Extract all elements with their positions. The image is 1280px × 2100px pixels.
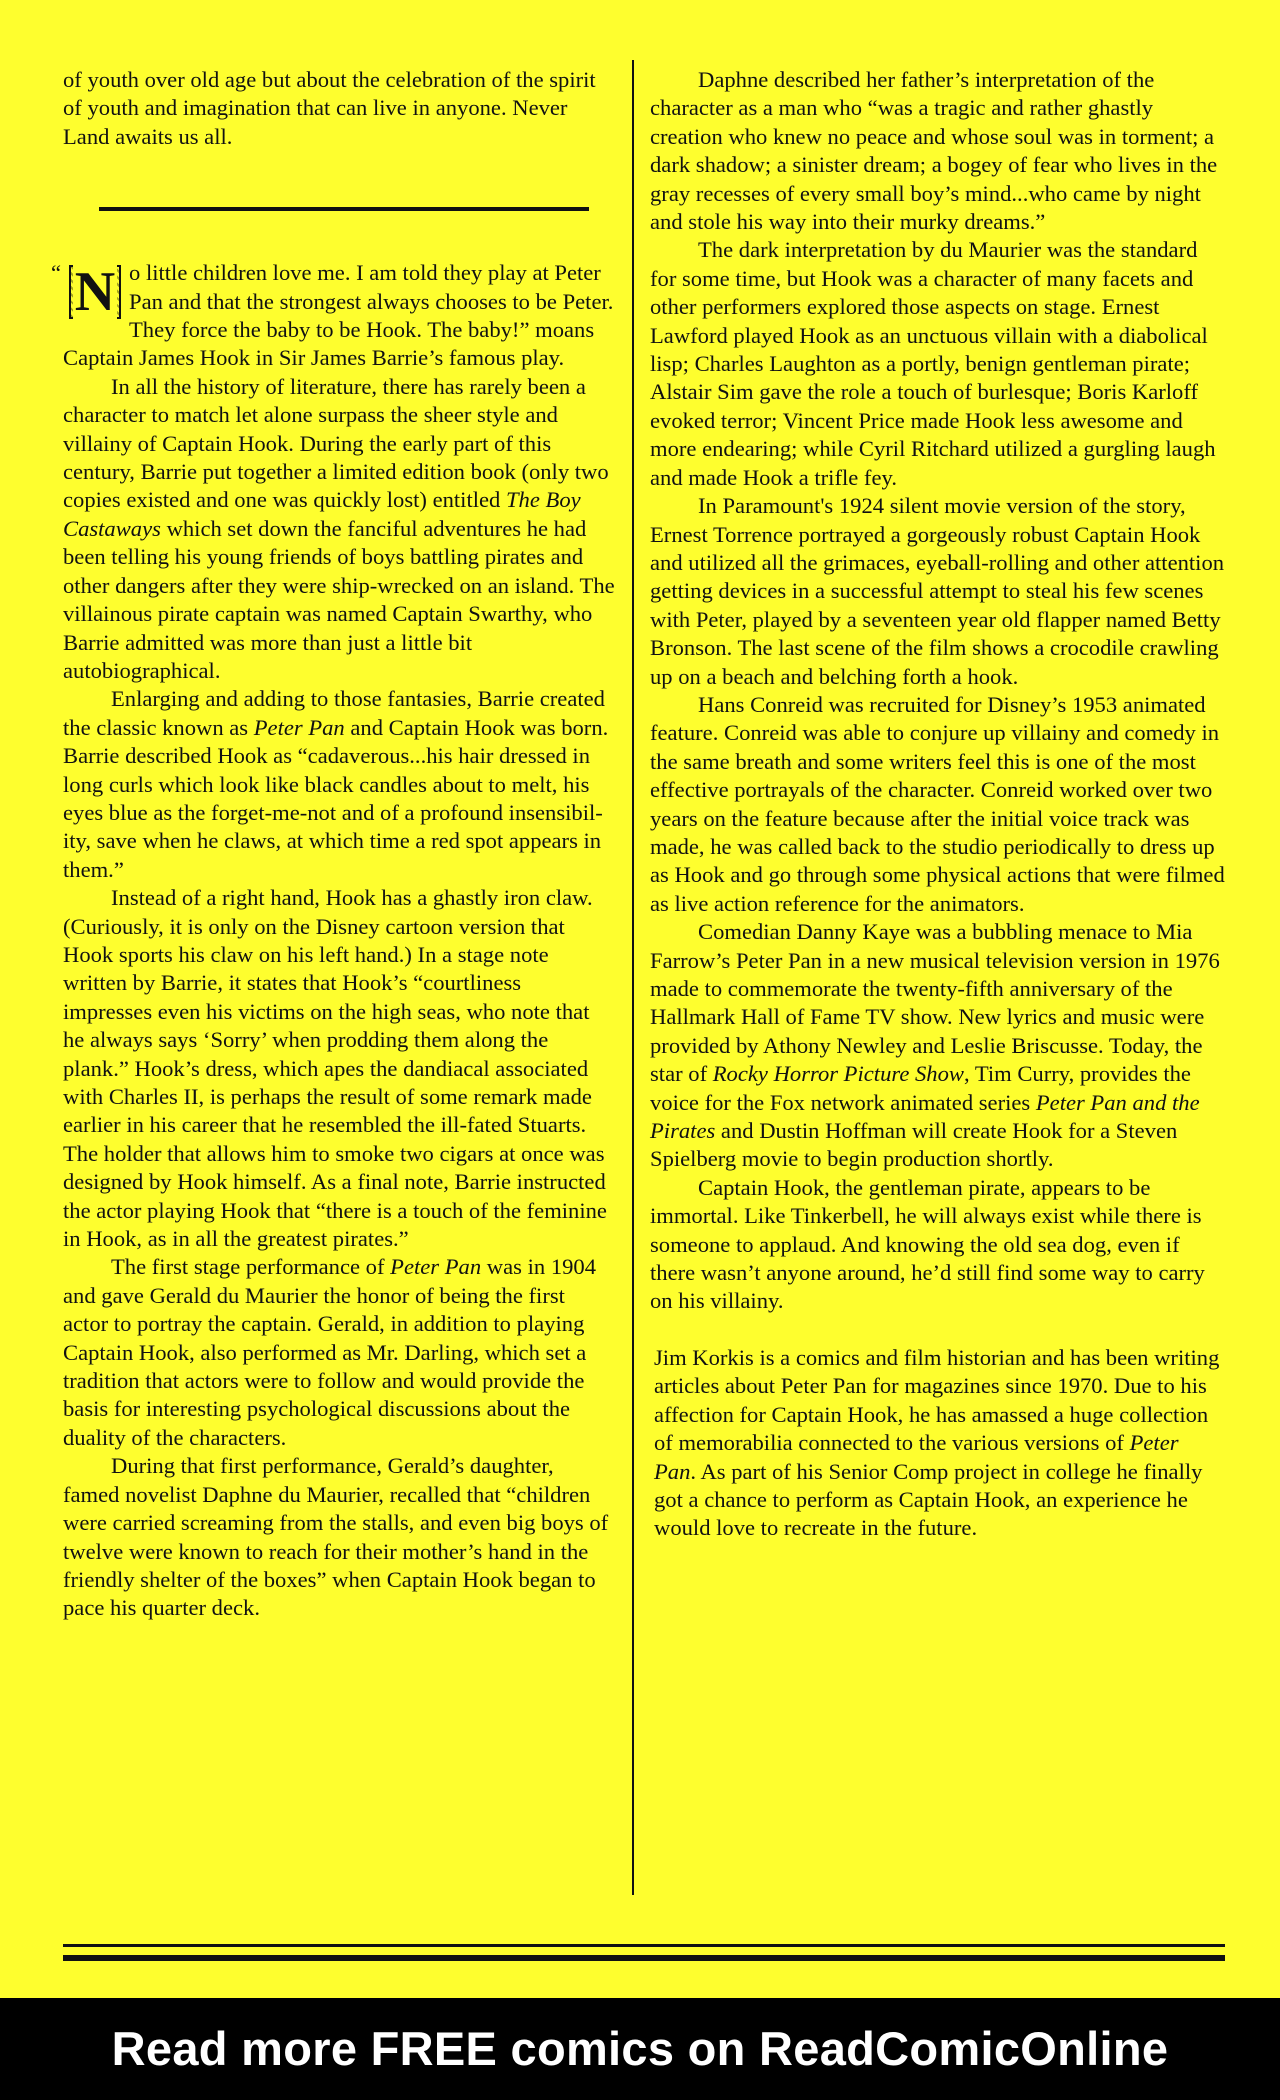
- book-title: Peter Pan: [253, 714, 345, 740]
- show-title: Peter Pan and the Pirates: [650, 1089, 1200, 1144]
- bottom-rule-thin: [63, 1944, 1225, 1947]
- author-bio: [650, 1344, 1225, 1543]
- text-span: The first stage performance of: [111, 1254, 391, 1280]
- paragraph-history: [63, 373, 615, 685]
- paragraph-conreid: Hans Conreid was recruited for Disney’s 1953 animated feature. Conreid was able to conjure up villainy and comedy in the same breath and some writers feel this is one of the most effective portrayals of the character. Conreid worked over two years on the feature because after the initial voice track was made, he was called back to the studio periodically to dress up as Hook and go through some physical actions that were filmed as live action reference for the animators.: [650, 691, 1225, 916]
- drop-cap-letter: N: [74, 261, 116, 324]
- drop-cap-ornament: [69, 261, 121, 324]
- text-span: Enlarging and adding to those fantasies, Barrie created the classic known as: [63, 686, 605, 740]
- text-span: and Dustin Hoffman will create Hook for a Steven Spielberg movie to begin production shortly.: [650, 1118, 1178, 1172]
- section-divider: [99, 207, 589, 211]
- intro-paragraph: of youth over old age but about the celebration of the spirit of youth and imagination that can live in anyone. Never Land awaits us all.: [63, 67, 596, 149]
- paragraph-creation: [63, 685, 615, 884]
- book-title: Peter Pan: [654, 1430, 1179, 1484]
- promo-banner[interactable]: [0, 1998, 1280, 2100]
- opening-text: o little children love me. I am told they play at Peter Pan and that the strongest always chooses to be Peter. They force the baby to be Hook. The baby!” moans Captain James Hook in Sir James Barrie’s famous play.: [63, 260, 614, 371]
- text-span: In all the history of literature, there has rarely been a character to match let alone surpass the sheer style and villainy of Captain Hook. During the early part of this century, Barrie put together a limited edition book (only two copies existed and one was quickly lost) entitled: [63, 373, 609, 513]
- opening-paragraph: [51, 259, 615, 373]
- paragraph-iron-claw: Instead of a right hand, Hook has a ghastly iron claw. (Curiously, it is only on the Disney cartoon version that Hook sports his claw on his left hand.) In a stage note written by Barrie, it states that Hook’s “courtliness impresses even his victims on the high seas, who note that he always says ‘Sorry’ when prodding them along the plank.” Hook’s dress, which apes the dandiacal associated with Charles II, is perhaps the result of some remark made earlier in his career that he resembled the ill-fated Stuarts. The holder that allows him to smoke two cigars at once was designed by Hook himself. As a final note, Barrie instructed the actor playing Hook that “there is a touch of the feminine in Hook, as in all the greatest pirates.”: [63, 885, 607, 1252]
- right-column: [650, 66, 1225, 1543]
- paragraph-paramount: In Paramount's 1924 silent movie version of the story, Ernest Torrence portrayed a gorgeously robust Captain Hook and utilized all the grimaces, eyeball-rolling and other attention getting devices in a successful attempt to steal his few scenes with Peter, played by a seventeen year old flapper named Betty Bronson. The last scene of the film shows a crocodile crawling up on a beach and belching forth a hook.: [650, 493, 1225, 689]
- text-span: , Tim Curry, provides the voice for the Fox network animated series: [650, 1061, 1191, 1115]
- paragraph-first-stage: [63, 1253, 615, 1452]
- text-span: was in 1904 and gave Gerald du Maurier the honor of being the first actor to portray the captain. Gerald, in addition to playing Captain Hook, also performed as Mr. Darling, which set a tradition that actors were to follow and would provide the basis for interesting psychological discussions about the duality of the characters.: [63, 1254, 597, 1450]
- book-title: The Boy Castaways: [63, 487, 581, 541]
- text-span: . As part of his Senior Comp project in college he finally got a chance to perform as Captain Hook, an experience he would love to recreate in the future.: [654, 1458, 1203, 1541]
- paragraph-first-performance: During that first performance, Gerald’s daughter, famed novelist Daphne du Maurier, recalled that “children were carried screaming from the stalls, and even big boys of twelve were known to reach for their mother’s hand in the friendly shelter of the boxes” when Captain Hook began to pace his quarter deck.: [63, 1453, 609, 1621]
- text-span: Jim Korkis is a comics and film historian and has been writing articles about Peter Pan for magazines since 1970. Due to his affection for Captain Hook, he has amassed a huge collection of memorabilia connected to the various versions of: [654, 1344, 1220, 1456]
- paragraph-interpretations: The dark interpretation by du Maurier was the standard for some time, but Hook was a character of many facets and other performers explored those aspects on stage. Ernest Lawford played Hook as an unctuous villain with a diabolical lisp; Charles Laughton as a portly, benign gentleman pirate; Alstair Sim gave the role a touch of burlesque; Boris Karloff evoked terror; Vincent Price made Hook less awesome and more endearing; while Cyril Ritchard utilized a gurgling laugh and made Hook a trifle fey.: [650, 237, 1216, 490]
- text-span: which set down the fanciful adventures he had been telling his young friends of boys battling pirates and other dangers after they were ship-wrecked on an island. The villainous pirate captain was named Captain Swarthy, who Barrie admitted was more than just a little bit autobiographical.: [63, 515, 615, 683]
- bottom-rule-thick: [63, 1955, 1225, 1961]
- opening-quote-mark: “: [51, 260, 62, 286]
- book-title: Peter Pan: [390, 1254, 482, 1280]
- paragraph-daphne: Daphne described her father’s interpretation of the character as a man who “was a tragic and rather ghastly creation who knew no peace and whose soul was in torment; a dark shadow; a sinister dream; a bogey of fear who lives in the gray recesses of every small boy’s mind...who came by night and stole his way into their murky dreams.”: [650, 67, 1218, 235]
- paragraph-conclusion: Captain Hook, the gentleman pirate, appears to be immortal. Like Tinkerbell, he will always exist while there is someone to applaud. And knowing the old sea dog, even if there wasn’t anyone around, he’d still find some way to carry on his villainy.: [650, 1174, 1205, 1314]
- promo-banner-text[interactable]: Read more FREE comics on ReadComicOnline: [111, 2022, 1169, 2075]
- column-divider: [632, 60, 634, 1895]
- left-column: [51, 66, 615, 1623]
- text-span: Comedian Danny Kaye was a bubbling menace to Mia Farrow’s Peter Pan in a new musical television version in 1976 made to commemorate the twenty-fifth anniversary of the Hallmark Hall of Fame TV show. New lyrics and music were provided by Athony Newley and Leslie Briscusse. Today, the star of: [650, 919, 1220, 1087]
- paragraph-danny-kaye: [650, 918, 1225, 1174]
- text-span: and Captain Hook was born. Barrie described Hook as “cadaverous...his hair dressed in long curls which look like black candles about to melt, his eyes blue as the forget-me-not and of a profound insensibil-ity, save when he claws, at which time a red spot appears in them.”: [63, 714, 609, 882]
- show-title: Rocky Horror Picture Show: [712, 1061, 964, 1087]
